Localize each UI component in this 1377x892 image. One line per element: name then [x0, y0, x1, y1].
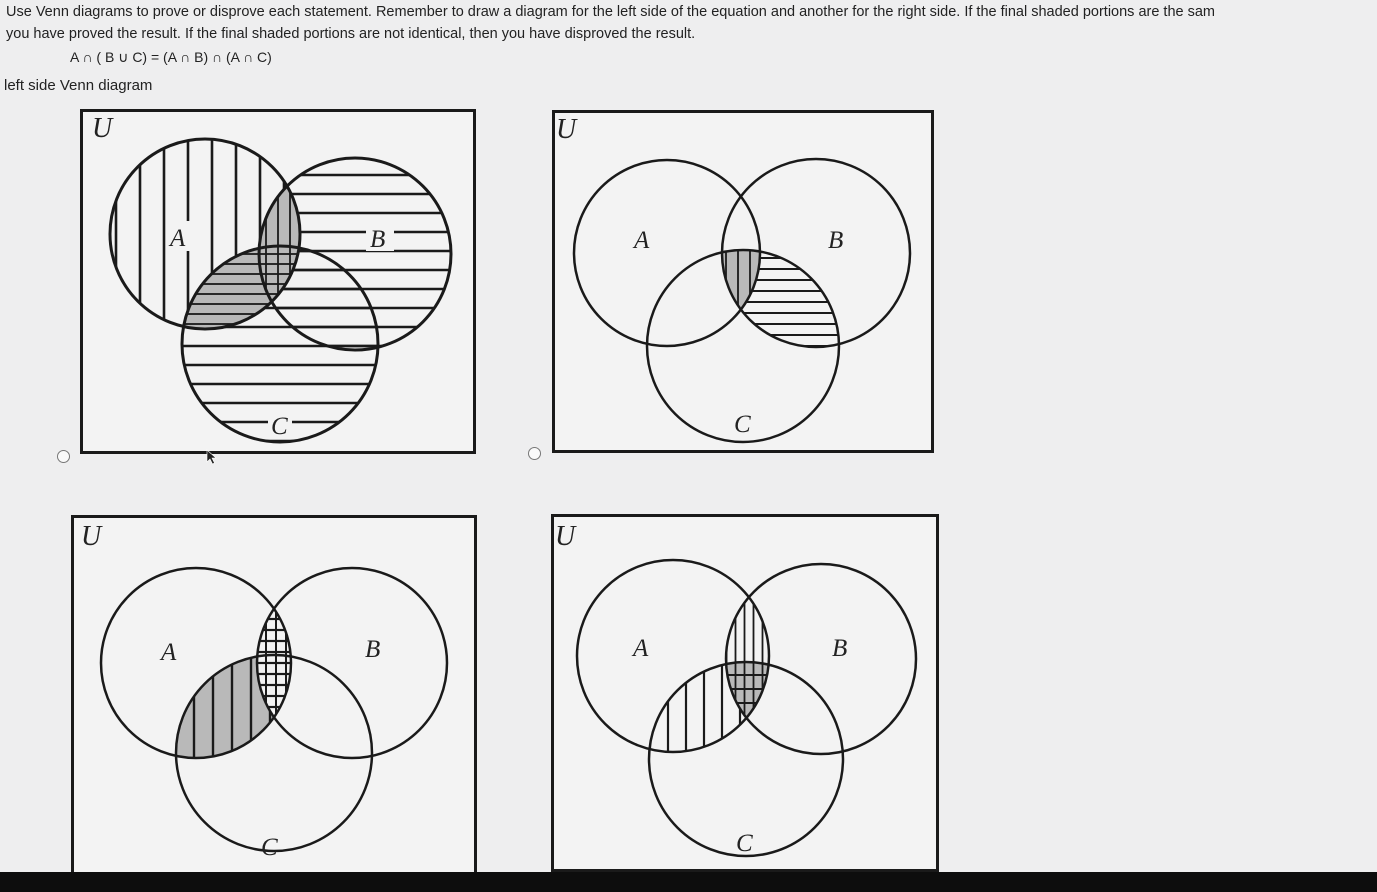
equation: A ∩ ( B ∪ C) = (A ∩ B) ∩ (A ∩ C) [70, 49, 272, 65]
universe-label: U [555, 521, 576, 552]
label-c: C [734, 411, 751, 438]
choice-4-venn[interactable] [551, 514, 945, 872]
mouse-cursor-icon [206, 449, 220, 465]
instructions-line-1: Use Venn diagrams to prove or disprove each statement. Remember to draw a diagram for the left side of the equation and another for the right side. If the final shaded portions are the sam [6, 4, 1216, 20]
instructions-line-2: you have proved the result. If the final shaded portions are not identical, then you have disproved the result. [6, 26, 696, 42]
label-a: A [633, 635, 649, 662]
universe-label: U [81, 521, 102, 552]
choice-1-venn[interactable] [80, 109, 476, 454]
choice-2-venn[interactable] [552, 110, 934, 453]
label-a: A [161, 639, 177, 666]
label-b: B [828, 227, 844, 254]
instructions [6, 1, 1377, 45]
choice-3-venn[interactable] [71, 515, 477, 877]
label-c: C [736, 830, 753, 857]
label-b: B [365, 636, 381, 663]
bottom-bar [0, 872, 1377, 892]
label-c: C [271, 413, 288, 440]
label-a: A [170, 225, 186, 252]
choice-2-radio[interactable] [528, 447, 541, 460]
label-b: B [370, 226, 386, 253]
label-a: A [634, 227, 650, 254]
choice-1-radio[interactable] [57, 450, 70, 463]
side-label: left side Venn diagram [4, 77, 153, 94]
universe-label: U [556, 114, 577, 145]
label-b: B [832, 635, 848, 662]
label-c: C [261, 834, 278, 861]
universe-label: U [92, 113, 113, 144]
